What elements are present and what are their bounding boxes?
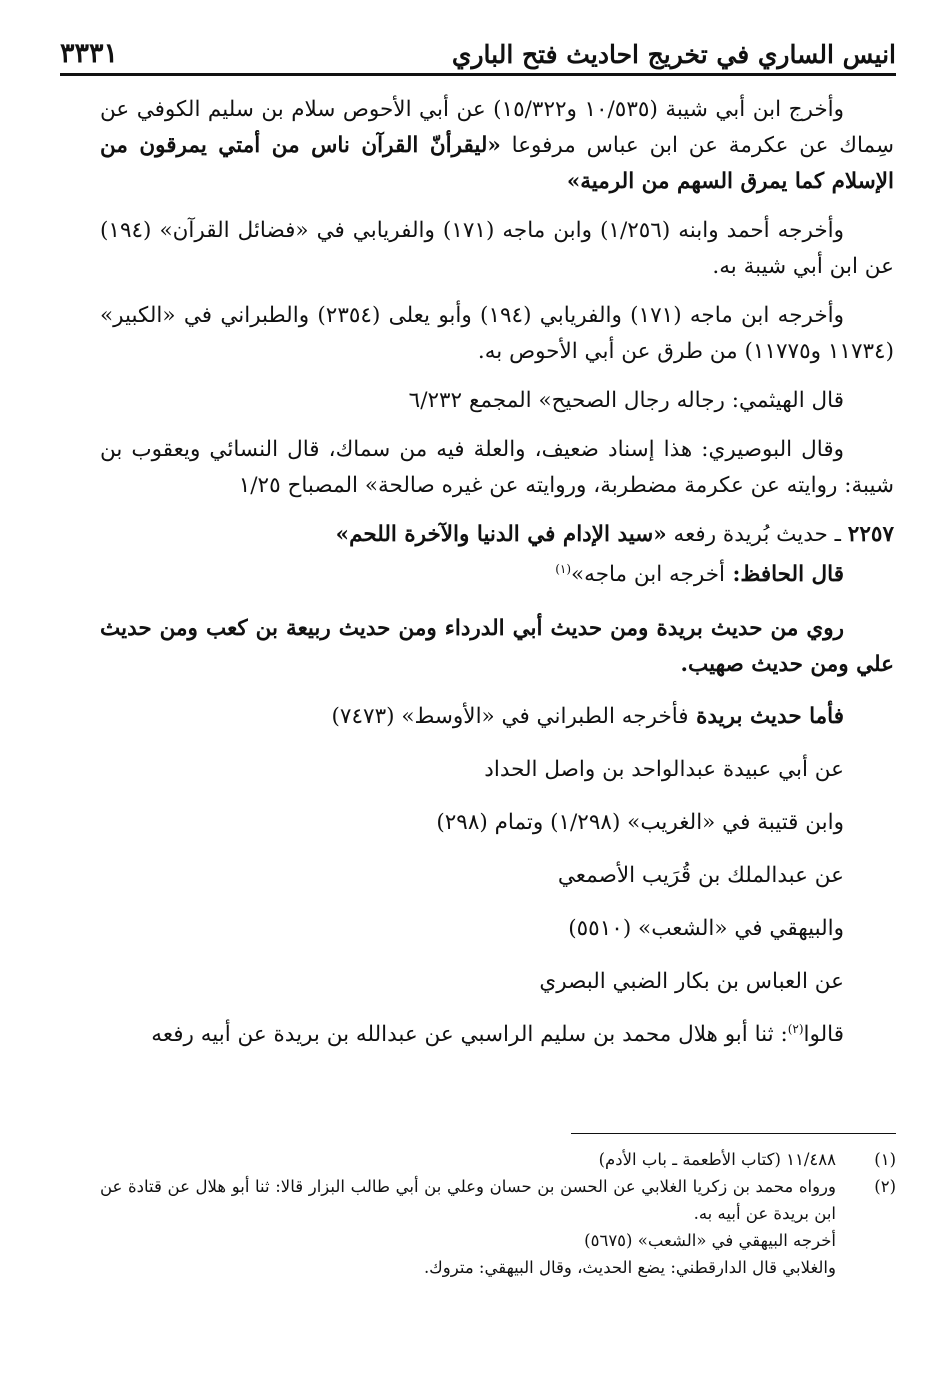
paragraph-ibn-abi-shayba	[100, 92, 894, 200]
footnote-ref-2: (٢)	[787, 1021, 804, 1036]
line-asmai: عن عبدالملك بن قُرَيب الأصمعي	[557, 863, 844, 888]
paragraph-haythami: قال الهيثمي: رجاله رجال الصحيح» المجمع ٦/٢٣٢	[408, 388, 844, 413]
page-number: ٣٣٣١	[60, 38, 119, 69]
hafiz-text: أخرجه ابن ماجه»	[571, 562, 725, 587]
line-text: : ثنا أبو هلال محمد بن سليم الراسبي عن عبدالله بن بريدة عن أبيه رفعه	[151, 1022, 788, 1047]
paragraph-ibn-majah: وأخرجه ابن ماجه (١٧١) والفريابي (١٩٤) وأبو يعلى (٢٣٥٤) والطبراني في «الكبير» (١١٧٣٤ و١١٧٧٥) من طرق عن أبي الأحوص به.	[100, 303, 894, 364]
hafiz-label: قال الحافظ:	[725, 562, 844, 587]
running-title: انيس الساري في تخريج احاديث فتح الباري	[451, 40, 896, 69]
footnote-2	[100, 1173, 896, 1227]
footnote-2-line-3: والغلابي قال الدارقطني: يضع الحديث، وقال البيهقي: متروك.	[423, 1258, 836, 1277]
hadith-entry	[100, 517, 894, 553]
hadith-number: ٢٢٥٧	[847, 522, 894, 547]
paragraph-ahmad: وأخرجه أحمد وابنه (١/٢٥٦) وابن ماجه (١٧١) والفريابي في «فضائل القرآن» (١٩٤) عن ابن أبي شيبة به.	[100, 218, 894, 279]
footnote-divider	[571, 1133, 896, 1134]
footnote-text: ١١/٤٨٨ (كتاب الأطعمة ـ باب الأدم)	[598, 1150, 836, 1169]
hafiz-statement	[100, 557, 894, 593]
line-text: فأخرجه الطبراني في «الأوسط» (٧٤٧٣)	[331, 704, 689, 729]
footnote-text: ورواه محمد بن زكريا الغلابي عن الحسن بن حسان وعلي بن أبي طالب البزار قالا: ثنا أبو هلال عن قتادة عن ابن بريدة عن أبيه به.	[100, 1177, 836, 1223]
footnote-ref-1: (١)	[555, 561, 572, 576]
line-ibn-qutayba: وابن قتيبة في «الغريب» (١/٢٩٨) وتمام (٢٩٨)	[436, 810, 844, 835]
quoted-hadith: «ليقرأنّ القرآن ناس من أمتي يمرقون من الإسلام كما يمرق السهم من الرمية»	[100, 133, 894, 194]
bold-lead: فأما حديث بريدة	[688, 704, 844, 729]
paragraph-busiri: وقال البوصيري: هذا إسناد ضعيف، والعلة فيه من سماك، قال النسائي ويعقوب بن شيبة: روايته عن عكرمة مضطربة، وروايته عن غيره صالحة» المصباح ١/٢٥	[100, 437, 894, 498]
paragraph-text: وأخرج ابن أبي شيبة (١٠/٥٣٥ و١٥/٣٢٢) عن أبي الأحوص سلام بن سليم الكوفي عن سِماك عن عكرمة عن ابن عباس مرفوعا	[100, 97, 894, 158]
main-text	[100, 92, 894, 1070]
line-qalu	[100, 1017, 894, 1053]
line-abbas: عن العباس بن بكار الضبي البصري	[539, 969, 844, 994]
page-header	[60, 34, 896, 76]
footnotes	[100, 1146, 896, 1281]
line-tabarani	[100, 699, 894, 735]
footnote-number: (١)	[874, 1150, 896, 1169]
line-bayhaqi: والبيهقي في «الشعب» (٥٥١٠)	[568, 916, 844, 941]
paragraph-narrations: روي من حديث بريدة ومن حديث أبي الدرداء ومن حديث ربيعة بن كعب ومن حديث علي ومن حديث صهيب.	[100, 616, 894, 677]
footnote-2-line-2: أخرجه البيهقي في «الشعب» (٥٦٧٥)	[584, 1231, 836, 1250]
footnote-number: (٢)	[874, 1177, 896, 1196]
hadith-intro: ـ حديث بُريدة رفعه	[666, 522, 848, 547]
line-text: قالوا	[803, 1022, 844, 1047]
hadith-text: «سيد الإدام في الدنيا والآخرة اللحم»	[335, 522, 667, 547]
line-abu-ubayda: عن أبي عبيدة عبدالواحد بن واصل الحداد	[484, 757, 844, 782]
footnote-1	[100, 1146, 896, 1173]
